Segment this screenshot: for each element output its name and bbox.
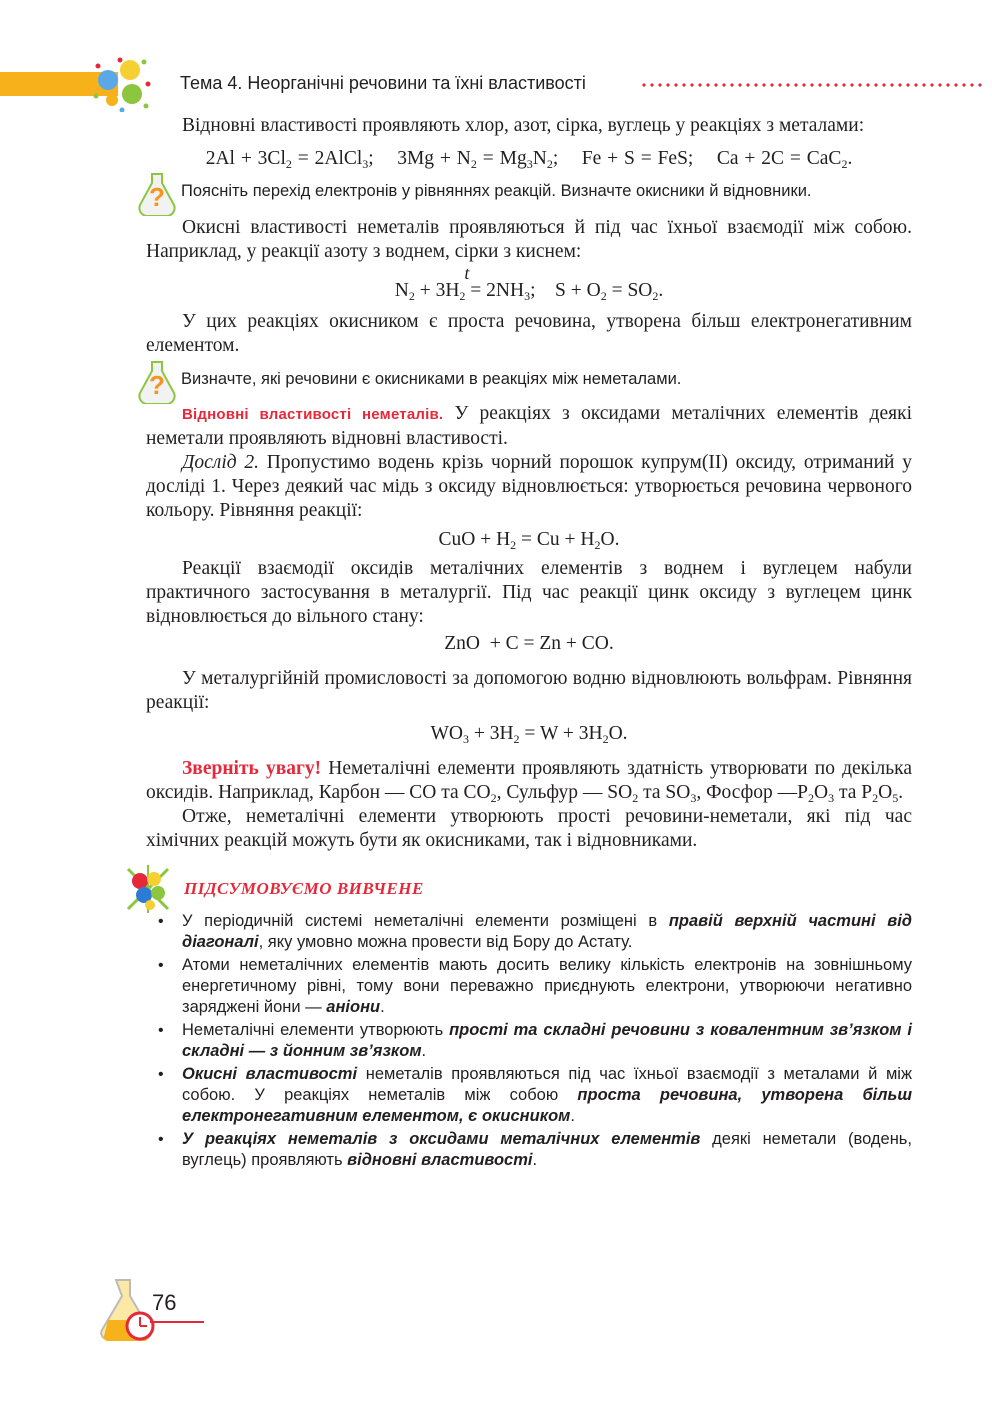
header-dotted-line — [640, 83, 985, 87]
summary-item-3: • Неметалічні елементи утворюють прості та складні речовини з ковалентним зв’язком і складні — з йонним зв’язком. — [168, 1020, 912, 1062]
equation-line-3: CuO + $H_2 = Cu + H_2O$. — [438, 529, 620, 552]
paragraph-oxidizing-properties: Окисні властивості неметалів проявляються й під час їхньої взаємодії між собою. Наприклад, у реакції азоту з воднем, сірки з киснем: — [146, 217, 912, 262]
summary-item-4: • Окисні властивості неметалів проявляються під час їхньої взаємодії з металами й між собою. У реакціях неметалів між собою проста речовина, утворена більш електронегативним елементом, є окисником. — [168, 1064, 912, 1127]
summary-list — [168, 911, 912, 1171]
svg-text:?: ? — [149, 182, 165, 212]
summary-item-1: • У періодичній системі неметалічні елементи розміщені в правій верхній частині від діагоналі, яку умовно можна провести від Бору до Астату. — [168, 911, 912, 953]
equation-line-4: ZnO + C = Zn + CO. — [444, 633, 614, 654]
equation-line-1: $2Al + 3Cl_2$ = 2AlCl$_3$; $3Mg + N_2 = Mg_3N_2$; Fe + S = FeS; Ca + 2C = CaC$_2$. — [205, 148, 853, 171]
summary-title: ПІДСУМОВУЄМО ВИВЧЕНЕ — [184, 879, 424, 898]
flask-clock-icon — [94, 1276, 158, 1342]
svg-text:?: ? — [149, 370, 165, 400]
equation-line-2: $N_2 + 3H_2$ t = $2NH_3$; $S + O_2 = SO_2$. — [146, 278, 912, 304]
molecule-icon — [92, 56, 152, 112]
attention-label: Зверніть увагу! — [182, 758, 322, 779]
subheading-reducing: Відновні властивості неметалів. — [182, 406, 444, 423]
temperature-label: t — [464, 263, 470, 283]
page-number: 76 — [152, 1290, 177, 1315]
paragraph-tungsten: У металургійній промисловості за допомогою водню відновлюють вольфрам. Рівняння реакції: — [146, 668, 912, 713]
footer-red-line — [150, 1321, 204, 1323]
paragraph-experiment-2: Дослід 2. Пропустимо водень крізь чорний порошок купрум(ІІ) оксиду, отриманий у досліді 1. Через деякий час мідь з оксиду відновлюється: утворюється речовина червоного кольору. Рівняння реакції: — [146, 452, 912, 521]
page-content — [146, 114, 912, 1173]
summary-section-header — [146, 871, 912, 911]
paragraph-metallurgy: Реакції взаємодії оксидів металічних елементів з воднем і вуглецем набули практичного застосування в металургії. Під час реакції цинк оксиду з вуглецем цинк відновлюється до вільного стану: — [146, 558, 912, 627]
paragraph-reducing-heading: Відновні властивості неметалів. У реакціях з оксидами металічних елементів деякі неметали проявляють відновні властивості. — [146, 403, 912, 449]
experiment-label: Дослід 2. — [182, 452, 260, 473]
summary-item-5: • У реакціях неметалів з оксидами металічних елементів деякі неметали (водень, вуглець) проявляють відновні властивості. — [168, 1129, 912, 1171]
task-explain-electrons: ? Поясніть перехід електронів у рівняннях реакцій. Визначте окисники й відновники. — [146, 180, 912, 202]
paragraph-reducing-properties: Відновні властивості проявляють хлор, азот, сірка, вуглець у реакціях з металами: — [182, 115, 865, 136]
topic-title: Тема 4. Неорганічні речовини та їхні властивості — [180, 73, 586, 93]
molecule-summary-icon — [120, 863, 176, 915]
equation-line-5: $WO_3 + 3H_2 = W + 3H_2O$. — [430, 723, 628, 746]
summary-item-2: • Атоми неметалічних елементів мають досить велику кількість електронів на зовнішньому енергетичному рівні, тому вони переважно приєднують електрони, утворюючи негативно заряджені йони — аніони. — [168, 955, 912, 1018]
paragraph-conclusion: Отже, неметалічні елементи утворюють прості речовини-неметали, які під час хімічних реакцій можуть бути як окисниками, так і відновниками. — [146, 806, 912, 851]
task-identify-oxidizers: ? Визначте, які речовини є окисниками в реакціях між неметалами. — [146, 368, 912, 390]
paragraph-attention: Зверніть увагу! Неметалічні елементи проявляють здатність утворювати по декілька оксидів. Наприклад, Карбон — СО та $СО_2$, Сульфур — $SO_2$ та $SO_3$, Фосфор $—Р_2О_3$ та $Р_2О_5$. — [146, 758, 912, 805]
question-flask-icon — [138, 360, 176, 404]
question-flask-icon — [138, 172, 176, 216]
paragraph-oxidizer-note: У цих реакціях окисником є проста речовина, утворена більш електронегативним елементом. — [146, 311, 912, 356]
